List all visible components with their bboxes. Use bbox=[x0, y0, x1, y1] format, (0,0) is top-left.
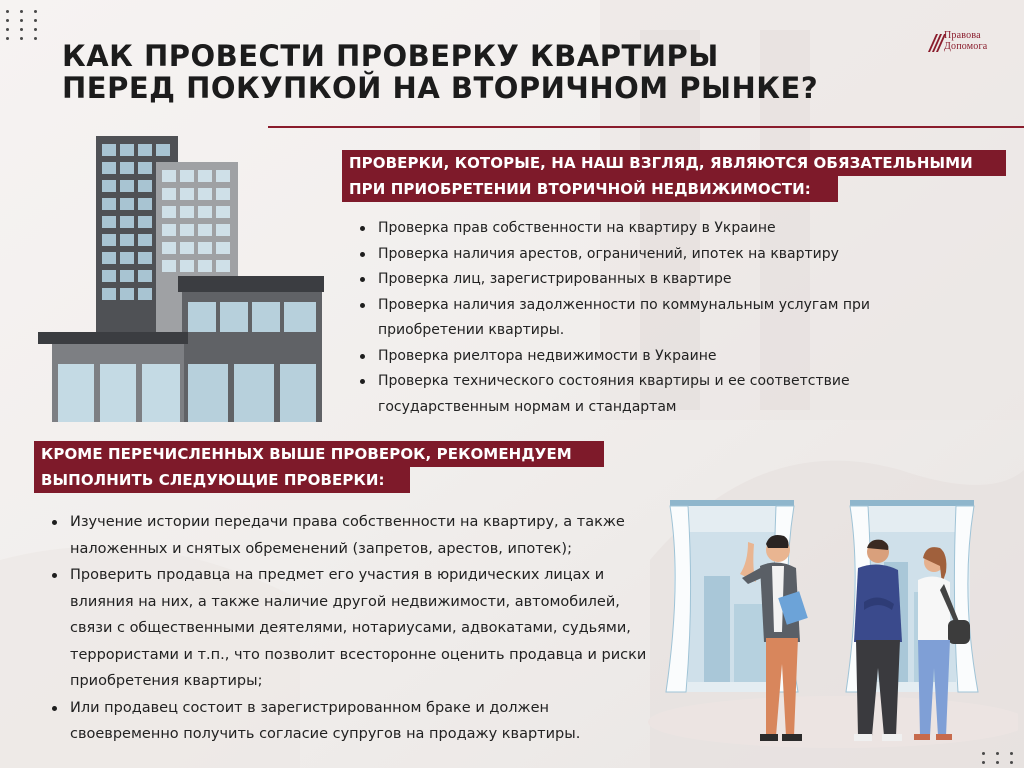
roof-stripes-icon bbox=[926, 30, 946, 54]
page-title-line-1: КАК ПРОВЕСТИ ПРОВЕРКУ КВАРТИРЫ bbox=[62, 39, 719, 73]
page-title-line-2: ПЕРЕД ПОКУПКОЙ НА ВТОРИЧНОМ РЫНКЕ? bbox=[62, 71, 819, 105]
brand-logo-line-1: Правова bbox=[944, 30, 981, 41]
list-item: Или продавец состоит в зарегистрированном браке и должен своевременно получить согласие супругов на продажу квартиры. bbox=[48, 695, 648, 748]
section1-heading-line-2: ПРИ ПРИОБРЕТЕНИИ ВТОРИЧНОЙ НЕДВИЖИМОСТИ: bbox=[342, 176, 838, 202]
page-title bbox=[62, 40, 882, 104]
decor-dots-bottom-right bbox=[982, 752, 1018, 764]
recommended-checks-list bbox=[48, 509, 648, 748]
list-item: Проверка наличия арестов, ограничений, ипотек на квартиру bbox=[356, 242, 916, 268]
list-item: Проверка лиц, зарегистрированных в квартире bbox=[356, 267, 916, 293]
office-buildings-illustration bbox=[38, 136, 328, 422]
brand-logo-line-2: Допомога bbox=[944, 41, 988, 52]
brand-logo bbox=[926, 30, 1022, 54]
realtor-couple-illustration bbox=[648, 492, 1018, 748]
decor-dots-top-left bbox=[6, 10, 42, 40]
list-item: Изучение истории передачи права собственности на квартиру, а также наложенных и снятых обременений (запретов, арестов, ипотек); bbox=[48, 509, 648, 562]
list-item: Проверка прав собственности на квартиру в Украине bbox=[356, 216, 916, 242]
required-checks-list bbox=[356, 216, 916, 420]
list-item: Проверка технического состояния квартиры и ее соответствие государственным нормам и стандартам bbox=[356, 369, 916, 420]
list-item: Проверка риелтора недвижимости в Украине bbox=[356, 344, 916, 370]
title-divider bbox=[268, 126, 1024, 128]
brand-logo-text bbox=[944, 30, 987, 52]
section2-heading-line-1: КРОМЕ ПЕРЕЧИСЛЕННЫХ ВЫШЕ ПРОВЕРОК, РЕКОМЕНДУЕМ bbox=[34, 441, 604, 467]
list-item: Проверить продавца на предмет его участия в юридических лицах и влияния на них, а также наличие другой недвижимости, автомобилей, связи с общественными деятелями, нотариусами, адвокатами, судьями, террористами и т.п., что позволит всесторонне оценить продавца и риски приобретения квартиры; bbox=[48, 562, 648, 695]
section1-heading-line-1: ПРОВЕРКИ, КОТОРЫЕ, НА НАШ ВЗГЛЯД, ЯВЛЯЮТСЯ ОБЯЗАТЕЛЬНЫМИ bbox=[342, 150, 1006, 176]
section2-heading-line-2: ВЫПОЛНИТЬ СЛЕДУЮЩИЕ ПРОВЕРКИ: bbox=[34, 467, 410, 493]
list-item: Проверка наличия задолженности по коммунальным услугам при приобретении квартиры. bbox=[356, 293, 916, 344]
